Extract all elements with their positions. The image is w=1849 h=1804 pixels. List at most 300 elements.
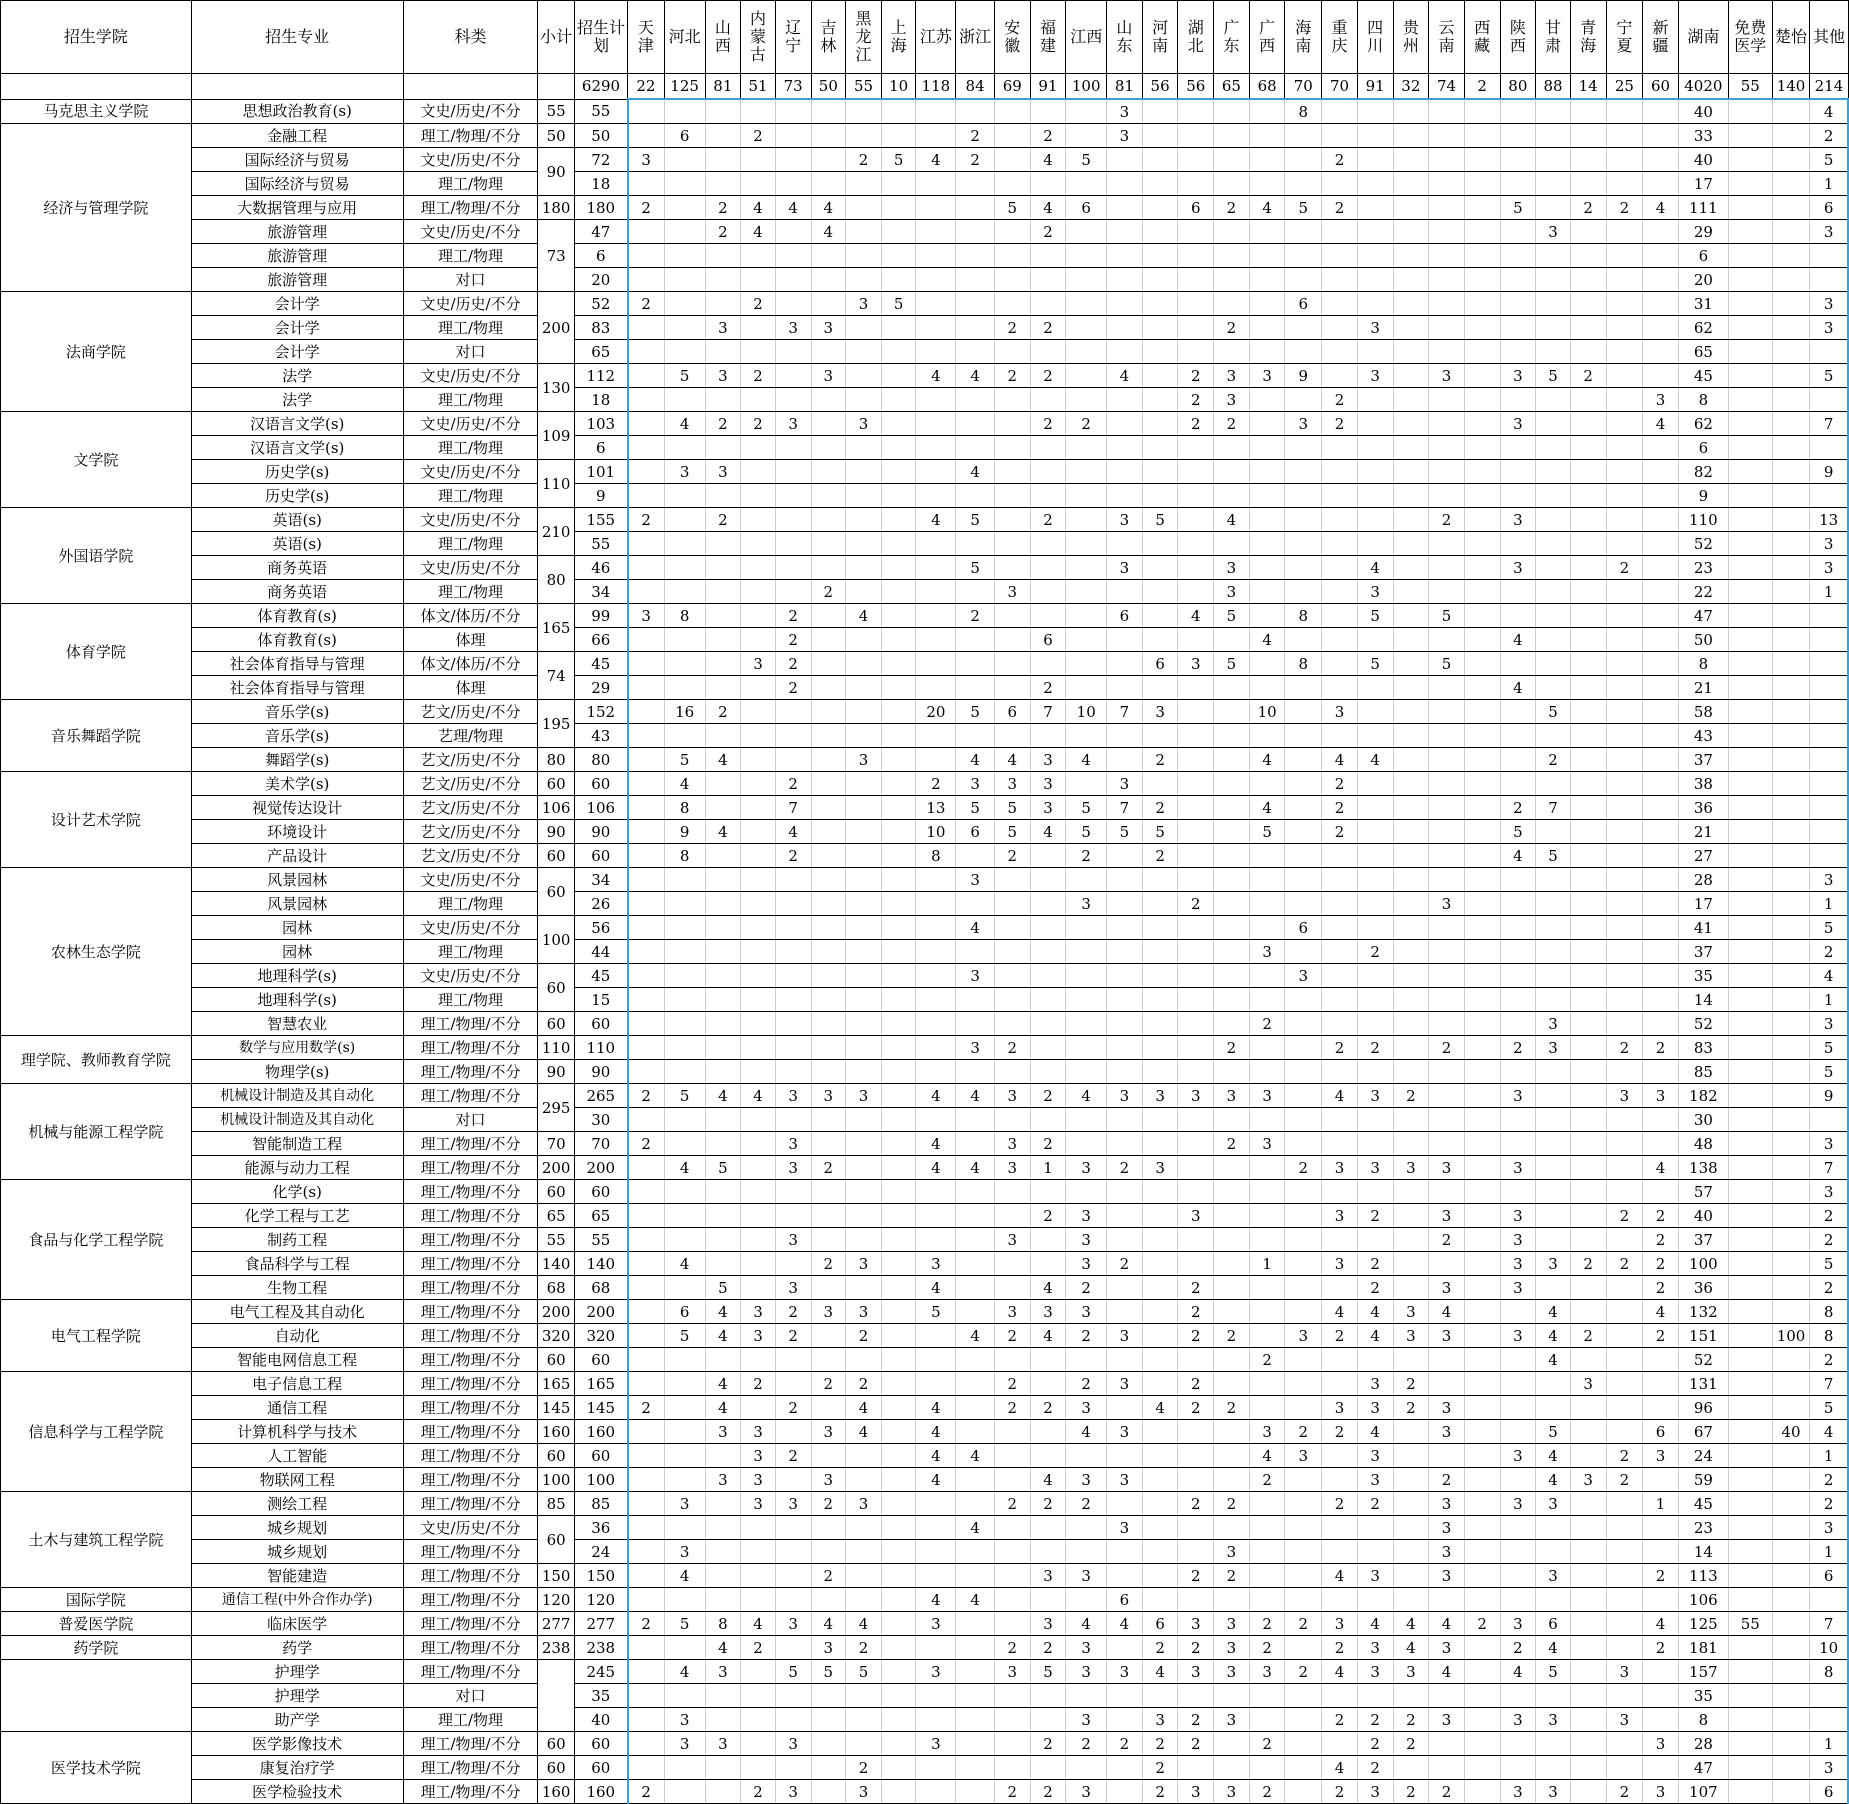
province-value-cell	[846, 1228, 882, 1252]
province-value-cell: 4	[916, 1396, 956, 1420]
province-value-cell	[1107, 964, 1143, 988]
plan-cell: 18	[575, 172, 628, 196]
plan-cell: 277	[575, 1612, 628, 1636]
province-value-cell	[811, 1348, 846, 1372]
province-value-cell	[741, 99, 776, 124]
province-value-cell: 3	[1030, 772, 1066, 796]
province-value-cell	[1285, 1132, 1322, 1156]
major-cell: 历史学(s)	[191, 460, 403, 484]
province-value-cell	[1178, 1756, 1214, 1780]
province-value-cell	[956, 1636, 995, 1660]
province-value-cell	[1357, 196, 1393, 220]
province-value-cell: 4	[1810, 1420, 1848, 1444]
province-value-cell	[1214, 676, 1250, 700]
province-value-cell: 7	[1810, 1612, 1848, 1636]
header-major: 招生专业	[191, 1, 403, 74]
province-value-cell: 13	[1810, 508, 1848, 532]
province-value-cell: 2	[1030, 508, 1066, 532]
province-value-cell: 3	[1500, 1204, 1536, 1228]
province-value-cell: 3	[811, 1636, 846, 1660]
province-value-cell	[1178, 1108, 1214, 1132]
province-value-cell	[994, 268, 1030, 292]
header-province: 其他	[1810, 1, 1848, 74]
province-value-cell	[956, 1132, 995, 1156]
province-value-cell: 2	[1643, 1564, 1679, 1588]
province-value-cell	[628, 580, 665, 604]
province-value-cell	[916, 172, 956, 196]
province-value-cell	[1066, 868, 1107, 892]
province-value-cell: 2	[1178, 1396, 1214, 1420]
province-value-cell	[1464, 412, 1500, 436]
province-value-cell: 3	[1500, 1084, 1536, 1108]
province-value-cell	[1643, 532, 1679, 556]
province-value-cell	[1464, 532, 1500, 556]
province-value-cell	[664, 1132, 705, 1156]
province-value-cell	[1464, 460, 1500, 484]
province-value-cell	[1464, 1492, 1500, 1516]
province-value-cell	[1357, 388, 1393, 412]
major-cell: 视觉传达设计	[191, 796, 403, 820]
province-value-cell	[628, 484, 665, 508]
province-value-cell	[956, 1180, 995, 1204]
province-value-cell	[1066, 1108, 1107, 1132]
province-value-cell	[1536, 556, 1571, 580]
province-value-cell	[1066, 172, 1107, 196]
province-value-cell	[1536, 1756, 1571, 1780]
province-value-cell	[1570, 244, 1606, 268]
province-value-cell	[1429, 1108, 1465, 1132]
totals-major	[191, 74, 403, 100]
province-value-cell	[1500, 1180, 1536, 1204]
province-value-cell	[1357, 484, 1393, 508]
header-province: 辽宁	[775, 1, 811, 74]
header-province: 广东	[1214, 1, 1250, 74]
province-value-cell	[1606, 868, 1643, 892]
province-value-cell	[1643, 940, 1679, 964]
province-value-cell	[1643, 484, 1679, 508]
category-cell: 文史/历史/不分	[403, 556, 538, 580]
province-value-cell	[1142, 724, 1178, 748]
province-value-cell	[1249, 988, 1285, 1012]
province-value-cell: 4	[741, 1084, 776, 1108]
table-row	[1, 868, 1849, 892]
province-value-cell	[1643, 148, 1679, 172]
province-value-cell	[705, 532, 741, 556]
province-value-cell	[628, 1324, 665, 1348]
province-value-cell	[1285, 340, 1322, 364]
province-value-cell	[775, 1372, 811, 1396]
province-value-cell: 4	[1322, 1564, 1358, 1588]
province-value-cell	[1357, 700, 1393, 724]
province-value-cell	[916, 1540, 956, 1564]
province-value-cell	[1570, 1180, 1606, 1204]
province-value-cell: 3	[775, 1492, 811, 1516]
category-cell: 艺文/历史/不分	[403, 820, 538, 844]
province-value-cell	[628, 892, 665, 916]
province-value-cell	[775, 436, 811, 460]
table-row	[1, 1060, 1849, 1084]
major-cell: 会计学	[191, 316, 403, 340]
province-value-cell	[628, 628, 665, 652]
province-value-cell: 3	[811, 1420, 846, 1444]
province-value-cell	[1107, 412, 1143, 436]
province-value-cell	[1728, 1756, 1772, 1780]
table-row	[1, 844, 1849, 868]
province-value-cell: 5	[1066, 148, 1107, 172]
province-value-cell	[628, 1636, 665, 1660]
province-value-cell: 1	[1810, 1732, 1848, 1756]
province-value-cell	[775, 268, 811, 292]
province-value-cell	[916, 1348, 956, 1372]
province-value-cell: 125	[1678, 1612, 1728, 1636]
province-value-cell	[1066, 916, 1107, 940]
province-value-cell	[1536, 436, 1571, 460]
province-value-cell	[881, 1108, 916, 1132]
plan-cell: 60	[575, 772, 628, 796]
major-cell: 能源与动力工程	[191, 1156, 403, 1180]
province-value-cell: 9	[1678, 484, 1728, 508]
province-value-cell	[664, 868, 705, 892]
major-cell: 化学(s)	[191, 1180, 403, 1204]
major-cell: 社会体育指导与管理	[191, 676, 403, 700]
province-value-cell: 4	[956, 1516, 995, 1540]
province-value-cell: 2	[1030, 1084, 1066, 1108]
province-value-cell: 2	[1429, 1780, 1465, 1804]
province-value-cell: 4	[1357, 1324, 1393, 1348]
table-row	[1, 1156, 1849, 1180]
major-cell: 会计学	[191, 340, 403, 364]
province-value-cell	[1142, 1540, 1178, 1564]
province-value-cell	[664, 892, 705, 916]
province-value-cell	[1772, 124, 1810, 148]
province-value-cell	[1536, 1588, 1571, 1612]
category-cell: 理工/物理/不分	[403, 1444, 538, 1468]
subtotal-cell: 68	[538, 1276, 575, 1300]
subtotal-cell: 109	[538, 412, 575, 460]
province-value-cell: 2	[1643, 1228, 1679, 1252]
province-value-cell	[705, 916, 741, 940]
college-cell: 电气工程学院	[1, 1300, 192, 1372]
province-value-cell	[1536, 964, 1571, 988]
table-row	[1, 604, 1849, 628]
province-value-cell	[705, 1060, 741, 1084]
header-province: 云南	[1429, 1, 1465, 74]
province-value-cell	[1249, 1228, 1285, 1252]
totals-province-value: 65	[1214, 74, 1250, 100]
college-cell: 国际学院	[1, 1588, 192, 1612]
province-value-cell	[956, 1612, 995, 1636]
province-value-cell: 3	[1536, 1252, 1571, 1276]
province-value-cell	[1214, 1180, 1250, 1204]
province-value-cell: 2	[775, 604, 811, 628]
province-value-cell	[1357, 1180, 1393, 1204]
province-value-cell	[1772, 1372, 1810, 1396]
province-value-cell: 182	[1678, 1084, 1728, 1108]
province-value-cell	[1429, 412, 1465, 436]
province-value-cell	[1030, 172, 1066, 196]
province-value-cell: 3	[1066, 892, 1107, 916]
province-value-cell	[1393, 628, 1429, 652]
province-value-cell: 1	[1643, 1492, 1679, 1516]
province-value-cell	[1285, 172, 1322, 196]
major-cell: 旅游管理	[191, 220, 403, 244]
province-value-cell	[1357, 724, 1393, 748]
province-value-cell	[1500, 724, 1536, 748]
province-value-cell	[1570, 844, 1606, 868]
province-value-cell: 113	[1678, 1564, 1728, 1588]
province-value-cell	[1429, 916, 1465, 940]
province-value-cell	[705, 1132, 741, 1156]
province-value-cell	[1606, 220, 1643, 244]
province-value-cell	[1066, 628, 1107, 652]
province-value-cell: 2	[1030, 316, 1066, 340]
province-value-cell	[705, 148, 741, 172]
province-value-cell	[1285, 1372, 1322, 1396]
province-value-cell: 36	[1678, 1276, 1728, 1300]
province-value-cell	[1464, 916, 1500, 940]
province-value-cell	[1728, 1540, 1772, 1564]
province-value-cell: 4	[956, 1084, 995, 1108]
province-value-cell	[1393, 964, 1429, 988]
category-cell: 理工/物理/不分	[403, 1276, 538, 1300]
category-cell: 理工/物理/不分	[403, 1324, 538, 1348]
category-cell: 理工/物理/不分	[403, 1252, 538, 1276]
subtotal-cell: 60	[538, 1516, 575, 1564]
province-value-cell	[1142, 124, 1178, 148]
province-value-cell	[1643, 964, 1679, 988]
province-value-cell: 3	[1429, 1492, 1465, 1516]
province-value-cell	[811, 124, 846, 148]
province-value-cell: 2	[956, 604, 995, 628]
province-value-cell	[1322, 556, 1358, 580]
college-cell	[1, 1660, 192, 1732]
province-value-cell: 3	[1142, 1156, 1178, 1180]
province-value-cell	[1464, 1036, 1500, 1060]
province-value-cell	[994, 1684, 1030, 1708]
province-value-cell	[705, 628, 741, 652]
province-value-cell	[1464, 1204, 1500, 1228]
province-value-cell	[956, 628, 995, 652]
province-value-cell: 33	[1678, 124, 1728, 148]
province-value-cell	[1249, 556, 1285, 580]
table-row	[1, 148, 1849, 172]
province-value-cell: 7	[1810, 1156, 1848, 1180]
province-value-cell	[1393, 292, 1429, 316]
province-value-cell	[916, 1636, 956, 1660]
province-value-cell	[1464, 1132, 1500, 1156]
major-cell: 助产学	[191, 1708, 403, 1732]
province-value-cell: 2	[1322, 1636, 1358, 1660]
province-value-cell	[1772, 556, 1810, 580]
province-value-cell	[1107, 1492, 1143, 1516]
province-value-cell	[1429, 220, 1465, 244]
province-value-cell	[994, 1732, 1030, 1756]
province-value-cell	[846, 220, 882, 244]
province-value-cell	[1643, 892, 1679, 916]
province-value-cell: 3	[1066, 1660, 1107, 1684]
province-value-cell	[1285, 1468, 1322, 1492]
province-value-cell	[628, 316, 665, 340]
province-value-cell	[1464, 1396, 1500, 1420]
category-cell: 理工/物理	[403, 940, 538, 964]
province-value-cell	[1643, 1132, 1679, 1156]
province-value-cell	[1214, 1420, 1250, 1444]
province-value-cell	[1570, 1540, 1606, 1564]
province-value-cell	[1464, 1636, 1500, 1660]
plan-cell: 110	[575, 1036, 628, 1060]
table-row	[1, 916, 1849, 940]
province-value-cell: 3	[775, 1132, 811, 1156]
province-value-cell	[1810, 628, 1848, 652]
category-cell: 理工/物理/不分	[403, 1348, 538, 1372]
province-value-cell	[1066, 508, 1107, 532]
province-value-cell	[994, 124, 1030, 148]
province-value-cell	[664, 676, 705, 700]
province-value-cell	[1464, 892, 1500, 916]
province-value-cell: 3	[1066, 1636, 1107, 1660]
province-value-cell	[1643, 1468, 1679, 1492]
province-value-cell	[1810, 724, 1848, 748]
province-value-cell: 35	[1678, 964, 1728, 988]
province-value-cell	[1643, 244, 1679, 268]
province-value-cell	[1142, 1012, 1178, 1036]
province-value-cell	[956, 340, 995, 364]
major-cell: 体育教育(s)	[191, 604, 403, 628]
province-value-cell	[1249, 1180, 1285, 1204]
province-value-cell: 3	[775, 1732, 811, 1756]
subtotal-cell: 80	[538, 748, 575, 772]
province-value-cell: 2	[994, 1036, 1030, 1060]
province-value-cell: 8	[916, 844, 956, 868]
province-value-cell	[1107, 340, 1143, 364]
province-value-cell	[1772, 436, 1810, 460]
major-cell: 舞蹈学(s)	[191, 748, 403, 772]
province-value-cell	[1464, 1732, 1500, 1756]
plan-cell: 50	[575, 124, 628, 148]
major-cell: 地理科学(s)	[191, 988, 403, 1012]
province-value-cell	[1357, 292, 1393, 316]
province-value-cell	[741, 820, 776, 844]
province-value-cell	[1142, 916, 1178, 940]
province-value-cell	[628, 1204, 665, 1228]
province-value-cell	[1536, 1108, 1571, 1132]
province-value-cell	[1285, 772, 1322, 796]
province-value-cell	[846, 1276, 882, 1300]
province-value-cell	[1464, 244, 1500, 268]
province-value-cell	[1570, 1036, 1606, 1060]
province-value-cell	[1357, 1684, 1393, 1708]
province-value-cell	[916, 1204, 956, 1228]
province-value-cell	[1178, 988, 1214, 1012]
province-value-cell	[1728, 99, 1772, 124]
province-value-cell: 3	[1249, 364, 1285, 388]
province-value-cell: 2	[1214, 1036, 1250, 1060]
province-value-cell: 3	[1107, 124, 1143, 148]
plan-cell: 29	[575, 676, 628, 700]
province-value-cell	[1142, 1108, 1178, 1132]
table-row	[1, 628, 1849, 652]
province-value-cell	[741, 1684, 776, 1708]
province-value-cell	[1772, 1588, 1810, 1612]
province-value-cell	[1464, 268, 1500, 292]
province-value-cell	[1500, 1060, 1536, 1084]
province-value-cell	[1464, 580, 1500, 604]
province-value-cell	[1066, 940, 1107, 964]
province-value-cell: 2	[1030, 1492, 1066, 1516]
province-value-cell	[916, 196, 956, 220]
province-value-cell	[1772, 1396, 1810, 1420]
province-value-cell	[775, 724, 811, 748]
province-value-cell	[881, 916, 916, 940]
category-cell: 体文/体历/不分	[403, 604, 538, 628]
province-value-cell: 5	[956, 796, 995, 820]
province-value-cell: 2	[1393, 1780, 1429, 1804]
header-province: 江西	[1066, 1, 1107, 74]
table-row	[1, 988, 1849, 1012]
province-value-cell: 5	[1536, 364, 1571, 388]
province-value-cell	[1249, 1204, 1285, 1228]
province-value-cell	[1142, 1276, 1178, 1300]
category-cell: 理工/物理	[403, 532, 538, 556]
province-value-cell: 181	[1678, 1636, 1728, 1660]
table-row	[1, 1228, 1849, 1252]
table-row	[1, 196, 1849, 220]
province-value-cell: 3	[1214, 1636, 1250, 1660]
province-value-cell	[1772, 868, 1810, 892]
province-value-cell	[1464, 556, 1500, 580]
province-value-cell	[1772, 1204, 1810, 1228]
province-value-cell	[664, 1420, 705, 1444]
province-value-cell	[741, 1660, 776, 1684]
province-value-cell: 2	[1322, 772, 1358, 796]
plan-cell: 55	[575, 532, 628, 556]
province-value-cell	[1393, 196, 1429, 220]
province-value-cell	[1500, 292, 1536, 316]
province-value-cell	[1606, 1612, 1643, 1636]
province-value-cell: 2	[1214, 1324, 1250, 1348]
subtotal-cell: 100	[538, 1468, 575, 1492]
province-value-cell	[1142, 220, 1178, 244]
subtotal-cell	[538, 1660, 575, 1732]
plan-cell: 238	[575, 1636, 628, 1660]
province-value-cell	[1066, 964, 1107, 988]
province-value-cell	[1249, 868, 1285, 892]
province-value-cell	[1322, 268, 1358, 292]
totals-province-value: 22	[628, 74, 665, 100]
table-row	[1, 580, 1849, 604]
province-value-cell	[994, 1204, 1030, 1228]
province-value-cell	[1570, 484, 1606, 508]
province-value-cell: 2	[1464, 1612, 1500, 1636]
plan-cell: 60	[575, 844, 628, 868]
province-value-cell: 2	[1214, 1132, 1250, 1156]
province-value-cell	[1393, 508, 1429, 532]
province-value-cell	[1500, 940, 1536, 964]
province-value-cell: 37	[1678, 1228, 1728, 1252]
province-value-cell	[628, 1564, 665, 1588]
province-value-cell	[1249, 844, 1285, 868]
province-value-cell	[1536, 1732, 1571, 1756]
province-value-cell	[775, 1060, 811, 1084]
province-value-cell	[1810, 748, 1848, 772]
province-value-cell	[664, 148, 705, 172]
province-value-cell	[1500, 484, 1536, 508]
province-value-cell	[628, 1012, 665, 1036]
province-value-cell	[1142, 604, 1178, 628]
province-value-cell	[916, 676, 956, 700]
province-value-cell	[1178, 1444, 1214, 1468]
province-value-cell	[1214, 700, 1250, 724]
